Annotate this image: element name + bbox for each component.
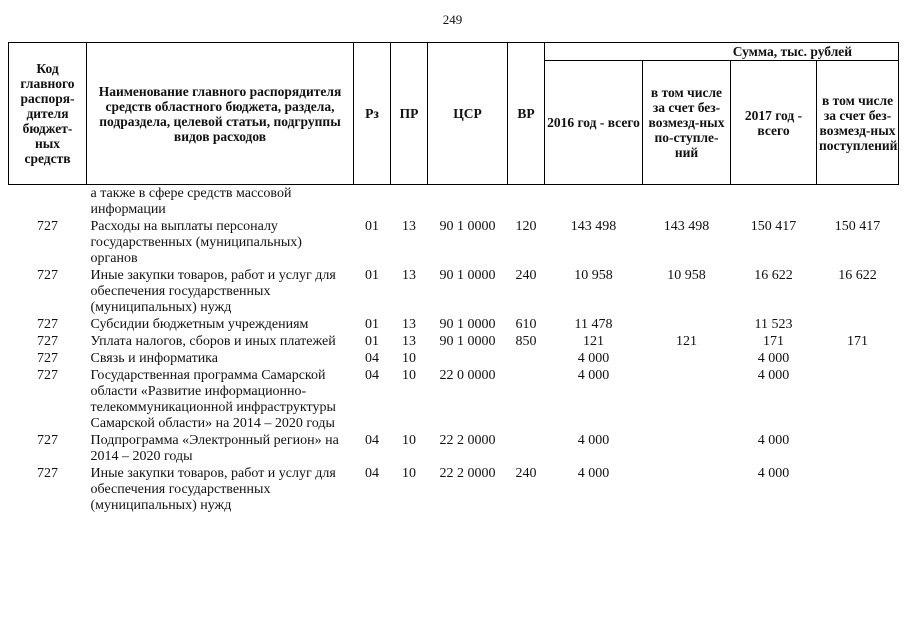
cell-rz: 01	[365, 334, 379, 349]
cell-2016-grants	[643, 367, 731, 432]
cell-name: а также в сфере средств массовой информации	[90, 186, 292, 217]
cell-2017-grants	[817, 316, 899, 333]
cell-csr	[428, 185, 508, 219]
cell-2017-grants	[817, 350, 899, 367]
cell-pr: 13	[402, 334, 416, 349]
header-sum-group: Сумма, тыс. рублей	[545, 43, 899, 61]
cell-2016-total: 143 498	[570, 219, 617, 234]
cell-pr: 13	[402, 317, 416, 332]
cell-2016-total	[545, 185, 643, 219]
cell-pr	[391, 185, 428, 219]
table-row	[9, 367, 899, 432]
cell-pr: 10	[402, 351, 416, 366]
cell-2017-total: 150 417	[750, 219, 797, 234]
cell-csr: 90 1 0000	[439, 334, 496, 349]
cell-rz: 01	[365, 317, 379, 332]
cell-rz: 01	[365, 268, 379, 283]
cell-code	[9, 185, 87, 219]
cell-2016-total: 121	[583, 334, 604, 349]
cell-name: Иные закупки товаров, работ и услуг для обеспечения государственных (муниципальных) нужд	[90, 466, 336, 513]
table-row	[9, 267, 899, 316]
header-csr: ЦСР	[428, 43, 508, 185]
page-number: 249	[442, 12, 463, 27]
cell-rz: 04	[365, 351, 379, 366]
cell-vr: 610	[515, 317, 537, 332]
cell-name: Государственная программа Самарской области «Развитие информационно-телекоммуникационной инфраструктуры Самарской области» на 2014 – 2020 годы	[90, 368, 336, 431]
cell-2016-grants	[643, 465, 731, 514]
cell-2017-total: 171	[763, 334, 784, 349]
table-row	[9, 316, 899, 333]
table-row	[9, 432, 899, 465]
cell-2017-total: 4 000	[757, 368, 790, 383]
cell-code: 727	[37, 466, 58, 481]
cell-rz	[354, 185, 391, 219]
cell-name: Связь и информатика	[90, 351, 218, 366]
table-row	[9, 465, 899, 514]
cell-csr: 90 1 0000	[439, 219, 496, 234]
cell-2016-grants	[643, 350, 731, 367]
cell-2017-grants: 150 417	[834, 219, 881, 234]
header-vr: ВР	[508, 43, 545, 185]
cell-name: Уплата налогов, сборов и иных платежей	[90, 334, 336, 349]
header-2016-total: 2016 год - всего	[545, 61, 643, 185]
cell-rz: 04	[365, 433, 379, 448]
table-row	[9, 185, 899, 219]
cell-2016-total: 11 478	[574, 317, 613, 332]
cell-pr: 10	[402, 466, 416, 481]
table-row	[9, 218, 899, 267]
cell-code: 727	[37, 334, 58, 349]
header-pr: ПР	[391, 43, 428, 185]
table-row	[9, 333, 899, 350]
cell-vr: 850	[515, 334, 537, 349]
cell-csr	[428, 350, 508, 367]
cell-2016-total: 4 000	[577, 433, 610, 448]
cell-name: Расходы на выплаты персоналу государственных (муниципальных) органов	[90, 219, 302, 266]
header-2016-grants: в том числе за счет без-возмезд-ных по-ступле-ний	[643, 61, 731, 185]
cell-2017-grants: 16 622	[838, 268, 877, 283]
cell-2016-grants	[643, 432, 731, 465]
cell-2016-grants	[643, 316, 731, 333]
cell-2017-total: 4 000	[757, 351, 790, 366]
cell-csr: 90 1 0000	[439, 317, 496, 332]
cell-pr: 10	[402, 433, 416, 448]
header-2017-grants: в том числе за счет без-возмезд-ных поступлений	[817, 61, 899, 185]
cell-vr: 240	[515, 466, 537, 481]
cell-2017-total: 11 523	[754, 317, 793, 332]
cell-csr: 22 0 0000	[439, 368, 496, 383]
cell-vr	[508, 185, 545, 219]
header-2017-total: 2017 год - всего	[731, 61, 817, 185]
cell-2017-grants	[817, 465, 899, 514]
cell-2016-total: 4 000	[577, 368, 610, 383]
cell-code: 727	[37, 268, 58, 283]
table-row	[9, 350, 899, 367]
cell-pr: 10	[402, 368, 416, 383]
cell-2017-total: 4 000	[757, 433, 790, 448]
cell-2016-total: 10 958	[574, 268, 613, 283]
header-rz: Рз	[354, 43, 391, 185]
cell-vr	[508, 367, 545, 432]
cell-rz: 04	[365, 466, 379, 481]
cell-pr: 13	[402, 268, 416, 283]
cell-name: Субсидии бюджетным учреждениям	[90, 317, 309, 332]
cell-code: 727	[37, 433, 58, 448]
cell-code: 727	[37, 351, 58, 366]
cell-csr: 22 2 0000	[439, 466, 496, 481]
cell-2017-grants: 171	[847, 334, 869, 349]
cell-2017-grants	[817, 367, 899, 432]
cell-csr: 90 1 0000	[439, 268, 496, 283]
cell-2017-total: 16 622	[754, 268, 793, 283]
cell-pr: 13	[402, 219, 416, 234]
cell-name: Подпрограмма «Электронный регион» на 2014 – 2020 годы	[90, 433, 339, 464]
cell-rz: 04	[365, 368, 379, 383]
header-name: Наименование главного распорядителя средств областного бюджета, раздела, подраздела, целевой статьи, подгруппы видов расходов	[87, 43, 354, 185]
cell-2016-total: 4 000	[577, 351, 610, 366]
cell-2017-total	[731, 185, 817, 219]
cell-2016-total: 4 000	[577, 466, 610, 481]
cell-vr	[508, 432, 545, 465]
cell-2016-grants: 10 958	[667, 268, 706, 283]
cell-2017-grants	[817, 432, 899, 465]
cell-vr: 120	[515, 219, 537, 234]
cell-code: 727	[37, 317, 58, 332]
cell-name: Иные закупки товаров, работ и услуг для обеспечения государственных (муниципальных) нужд	[90, 268, 336, 315]
budget-table	[8, 42, 899, 514]
cell-2016-grants	[643, 185, 731, 219]
cell-code: 727	[37, 368, 58, 383]
cell-2017-total: 4 000	[757, 466, 790, 481]
cell-vr	[508, 350, 545, 367]
cell-2017-grants	[817, 185, 899, 219]
cell-csr: 22 2 0000	[439, 433, 496, 448]
cell-2016-grants: 143 498	[663, 219, 710, 234]
cell-vr: 240	[515, 268, 537, 283]
cell-code: 727	[37, 219, 58, 234]
header-code: Код главного распоря-дителя бюджет-ных средств	[9, 43, 87, 185]
cell-2016-grants: 121	[676, 334, 697, 349]
cell-rz: 01	[365, 219, 379, 234]
